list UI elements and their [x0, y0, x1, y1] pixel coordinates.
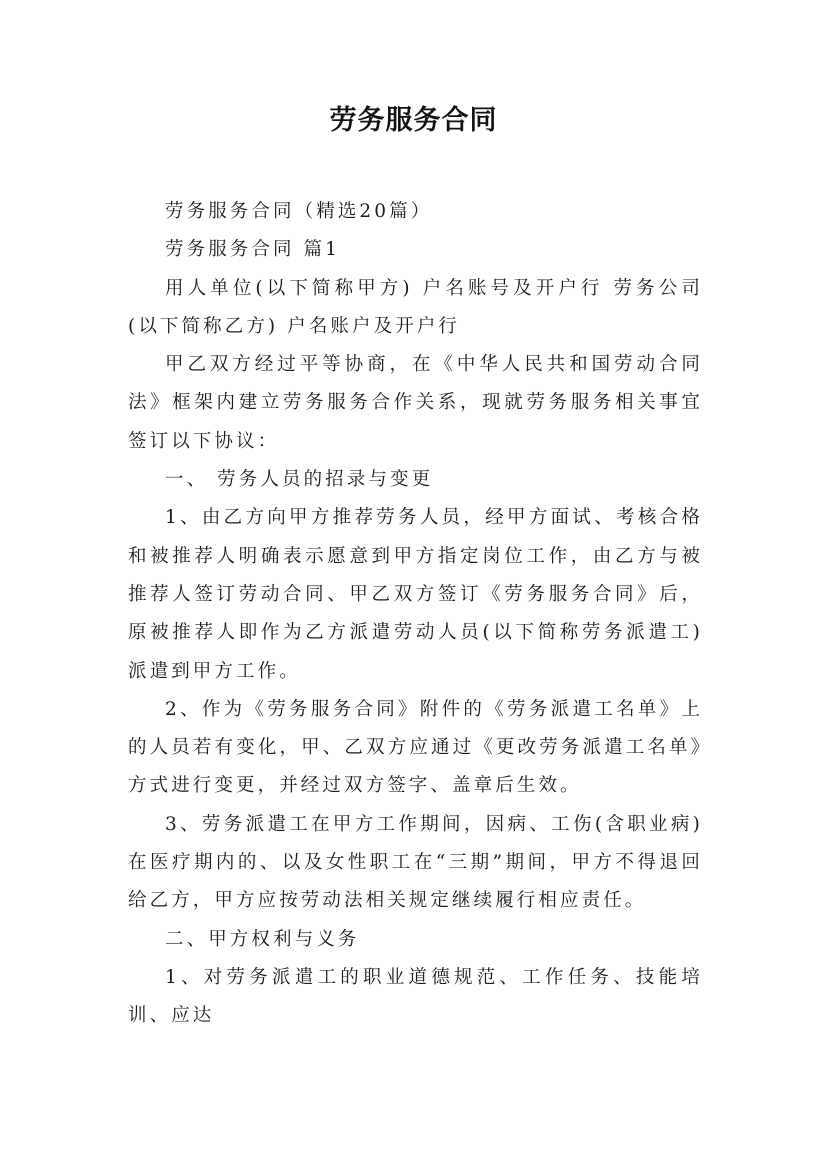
paragraph-heading-party-a: 二、甲方权利与义务	[165, 928, 360, 950]
paragraph-clause-2-1: 1、对劳务派遣工的职业道德规范、工作任务、技能培训、应达	[128, 966, 703, 1027]
paragraph-heading-recruitment: 一、 劳务人员的招录与变更	[165, 469, 434, 491]
paragraph-section-heading: 劳务服务合同 篇1	[165, 239, 341, 261]
paragraph-preamble: 甲乙双方经过平等协商，在《中华人民共和国劳动合同法》框架内建立劳务服务合作关系，现就劳务服务相关事宜签订以下协议：	[128, 354, 703, 452]
paragraph-clause-1-3: 3、劳务派遣工在甲方工作期间，因病、工伤(含职业病)在医疗期内的、以及女性职工在“三期”期间，甲方不得退回给乙方，甲方应按劳动法相关规定继续履行相应责任。	[128, 813, 703, 912]
document-title: 劳务服务合同	[329, 105, 498, 136]
paragraph-clause-1-1: 1、由乙方向甲方推荐劳务人员，经甲方面试、考核合格和被推荐人明确表示愿意到甲方指定岗位工作，由乙方与被推荐人签订劳动合同、甲乙双方签订《劳务服务合同》后，原被推荐人即作为乙方派遣劳动人员(以下简称劳务派遣工)派遣到甲方工作。	[128, 507, 703, 682]
paragraph-parties: 用人单位(以下简称甲方) 户名账号及开户行 劳务公司(以下简称乙方) 户名账户及开户行	[128, 277, 703, 337]
document-body	[128, 193, 703, 1036]
paragraph-subtitle: 劳务服务合同（精选20篇）	[165, 201, 433, 222]
paragraph-clause-1-2: 2、作为《劳务服务合同》附件的《劳务派遣工名单》上的人员若有变化，甲、乙双方应通过《更改劳务派遣工名单》方式进行变更，并经过双方签字、盖章后生效。	[128, 698, 703, 797]
